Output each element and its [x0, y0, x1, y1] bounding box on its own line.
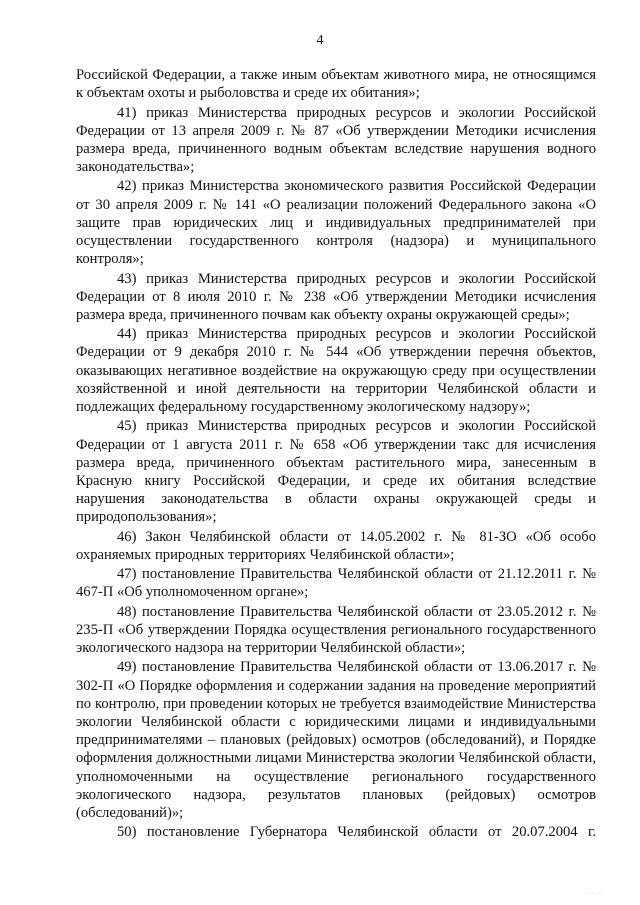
- list-item-46: 46) Закон Челябинской области от 14.05.2002 г. № 81-ЗО «Об особо охраняемых природных территориях Челябинской области»;: [76, 528, 596, 563]
- list-item-45: 45) приказ Министерства природных ресурсов и экологии Российской Федерации от 1 августа 2011 г. № 658 «Об утверждении такс для исчисления размера вреда, причиненного объектам растительного мира, занесенным в Красную книгу Российской Федерации, и среде их обитания вследствие нарушения законодательства в области охраны окружающей среды и природопользования»;: [76, 418, 596, 526]
- page-number: 4: [316, 33, 324, 48]
- list-item-43: 43) приказ Министерства природных ресурсов и экологии Российской Федерации от 8 июля 2010 г. № 238 «Об утверждении Методики исчисления размера вреда, причиненного почвам как объекту охраны окружающей среды»;: [76, 270, 596, 323]
- list-item-49: 49) постановление Правительства Челябинской области от 13.06.2017 г. № 302-П «О Порядке оформления и содержании задания на проведение мероприятий по контролю, при проведении которых не требуется взаимодействие Министерства экологии Челябинской области с юридическими лицами и индивидуальными предпринимателями – плановых (рейдовых) осмотров (обследований), и Порядке оформления должностными лицами Министерства экологии Челябинской области, уполномоченными на осуществление регионального государственного экологического надзора, результатов плановых (рейдовых) осмотров (обследований)»;: [76, 659, 596, 821]
- paragraph-continuation: Российской Федерации, а также иным объектам животного мира, не относящимся к объектам охоты и рыболовства и среде их обитания»;: [76, 67, 596, 102]
- list-item-44: 44) приказ Министерства природных ресурсов и экологии Российской Федерации от 9 декабря 2010 г. № 544 «Об утверждении перечня объектов, оказывающих негативное воздействие на окружающую среду при осуществлении хозяйственной и иной деятельности на территории Челябинской области и подлежащих федеральному государственному экологическому надзору»;: [76, 326, 596, 416]
- list-item-48: 48) постановление Правительства Челябинской области от 23.05.2012 г. № 235-П «Об утверждении Порядка осуществления регионального государственного экологического надзора на территории Челябинской области»;: [76, 603, 596, 657]
- list-item-41: 41) приказ Министерства природных ресурсов и экологии Российской Федерации от 13 апреля 2009 г. № 87 «Об утверждении Методики исчисления размера вреда, причиненного водным объектам вследствие нарушения водного законодательства»;: [76, 104, 596, 176]
- document-body: [76, 66, 596, 843]
- list-item-50: 50) постановление Губернатора Челябинской области от 20.07.2004 г.: [117, 824, 596, 841]
- scan-artifact-mark: ···· ··: [583, 891, 604, 897]
- list-item-47: 47) постановление Правительства Челябинской области от 21.12.2011 г. № 467-П «Об уполномоченном органе»;: [76, 566, 596, 601]
- list-item-42: 42) приказ Министерства экономического развития Российской Федерации от 30 апреля 2009 г. № 141 «О реализации положений Федерального закона «О защите прав юридических лиц и индивидуальных предпринимателей при осуществлении государственного контроля (надзора) и муниципального контроля»;: [76, 178, 596, 268]
